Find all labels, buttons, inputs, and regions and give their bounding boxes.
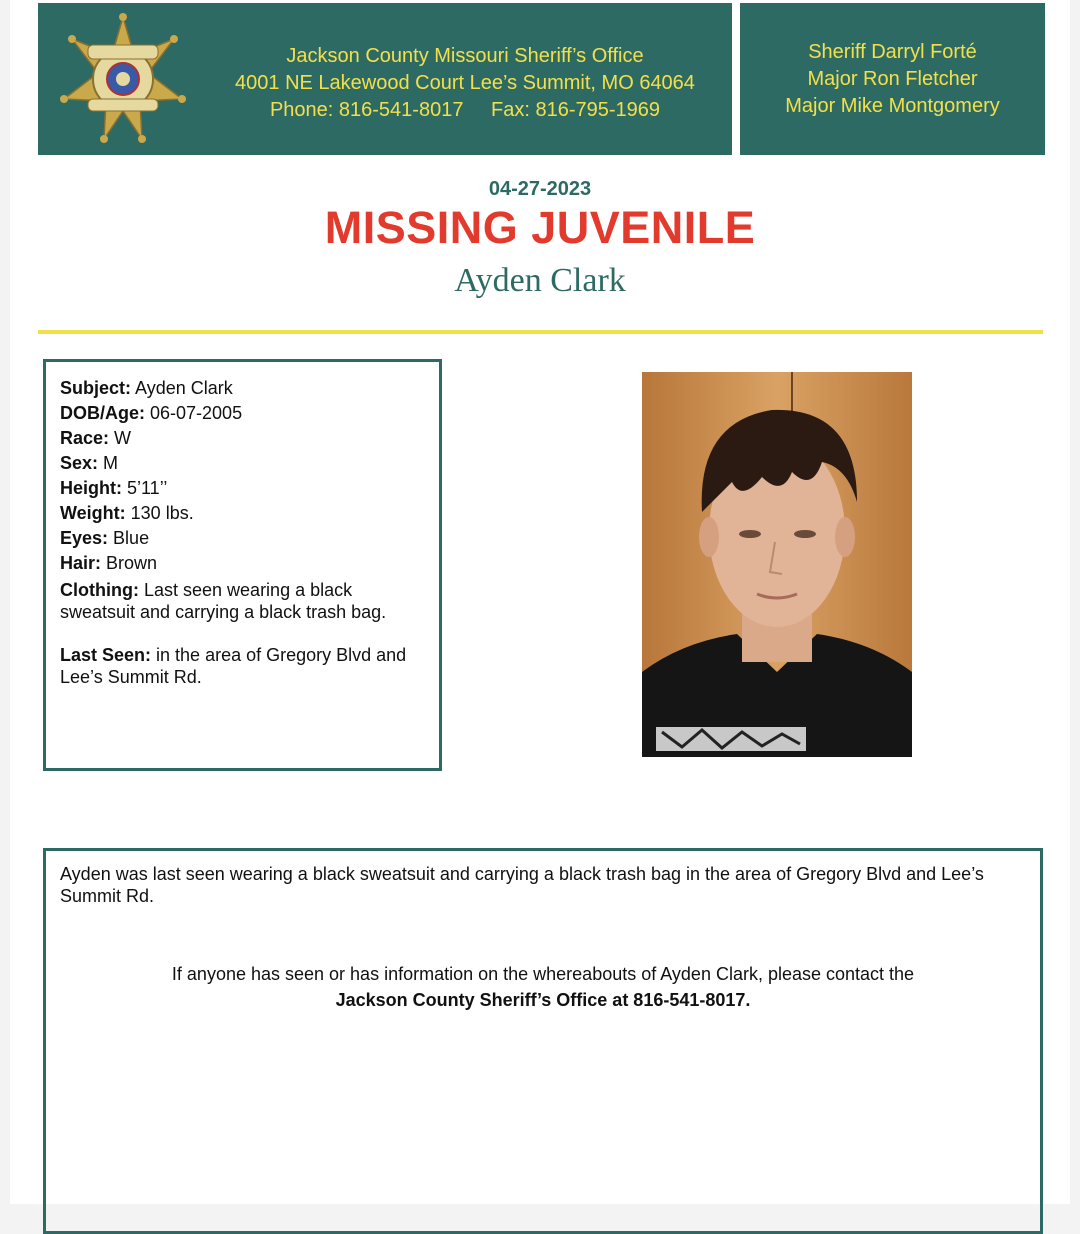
office-phone: Phone: 816-541-8017 xyxy=(269,99,464,121)
missing-person-photo xyxy=(642,372,912,757)
contact-info xyxy=(46,961,1040,1013)
missing-person-name: Ayden Clark xyxy=(454,262,626,299)
detail-dob: DOB/Age: 06-07-2005 xyxy=(60,403,243,423)
flyer-page xyxy=(10,0,1070,1204)
office-fax: Fax: 816-795-1969 xyxy=(491,99,661,121)
flyer-date: 04-27-2023 xyxy=(488,178,592,200)
phone-fax-row xyxy=(228,97,702,124)
official-major-1: Major Ron Fletcher xyxy=(807,67,978,90)
detail-subject: Subject: Ayden Clark xyxy=(60,378,233,398)
officials-band xyxy=(740,3,1045,155)
description-box xyxy=(43,848,1043,1234)
details-box xyxy=(43,359,442,771)
header-band xyxy=(38,3,732,155)
detail-sex: Sex: M xyxy=(60,453,119,473)
detail-hair: Hair: Brown xyxy=(60,553,158,573)
detail-height: Height: 5’11’’ xyxy=(60,478,168,498)
office-name: Jackson County Missouri Sheriff’s Office xyxy=(286,45,644,67)
flyer-title: MISSING JUVENILE xyxy=(324,202,756,253)
sheriff-star-badge-icon xyxy=(60,13,186,143)
office-info xyxy=(228,43,702,124)
portrait-illustration xyxy=(642,372,912,757)
official-major-2: Major Mike Montgomery xyxy=(785,94,1000,117)
detail-clothing: Clothing: Last seen wearing a black sweatsuit and carrying a black trash bag. xyxy=(60,580,387,622)
contact-line: If anyone has seen or has information on the whereabouts of Ayden Clark, please contact the xyxy=(171,964,915,984)
detail-last-seen: Last Seen: in the area of Gregory Blvd and Lee’s Summit Rd. xyxy=(60,645,407,687)
contact-phone-line: Jackson County Sheriff’s Office at 816-541-8017. xyxy=(335,990,751,1010)
detail-weight: Weight: 130 lbs. xyxy=(60,503,194,523)
yellow-divider xyxy=(38,330,1043,334)
detail-eyes: Eyes: Blue xyxy=(60,528,150,548)
description-text: Ayden was last seen wearing a black sweatsuit and carrying a black trash bag in the area of Gregory Blvd and Lee’s Summit Rd. xyxy=(60,864,984,906)
official-sheriff: Sheriff Darryl Forté xyxy=(808,40,977,63)
office-address: 4001 NE Lakewood Court Lee’s Summit, MO 64064 xyxy=(235,72,695,94)
detail-race: Race: W xyxy=(60,428,132,448)
